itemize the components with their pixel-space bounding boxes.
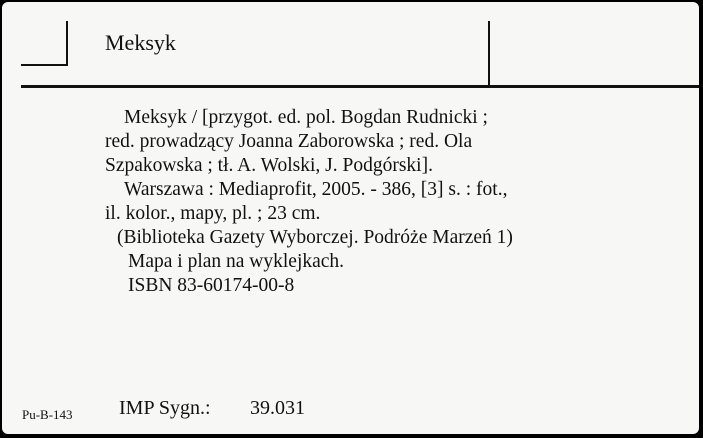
isbn-line: ISBN 83-60174-00-8 (128, 275, 295, 296)
series-line: (Biblioteka Gazety Wyborczej. Podróże Marzeń 1) (117, 227, 513, 248)
heading-rule (21, 85, 699, 88)
card-heading: Meksyk (105, 30, 176, 55)
description-line: Meksyk / [przygot. ed. pol. Bogdan Rudnicki ; (124, 107, 488, 128)
sygnatura-number: 39.031 (250, 397, 305, 419)
note-line: Mapa i plan na wyklejkach. (128, 251, 345, 272)
description-line: Szpakowska ; tł. A. Wolski, J. Podgórski]. (105, 155, 433, 176)
column-divider (488, 21, 490, 87)
bibliographic-description (105, 106, 645, 298)
card-code: Pu-B-143 (22, 407, 73, 422)
publication-line: Warszawa : Mediaprofit, 2005. - 386, [3] s. : fot., (124, 179, 508, 200)
catalog-card (2, 2, 699, 434)
imp-sygnatura-label: IMP Sygn.: (119, 397, 211, 419)
description-line: red. prowadzący Joanna Zaborowska ; red. Ola (105, 131, 473, 152)
physical-description-line: il. kolor., mapy, pl. ; 23 cm. (105, 203, 321, 224)
corner-mark-vertical (66, 21, 68, 66)
corner-mark-horizontal (21, 64, 68, 66)
